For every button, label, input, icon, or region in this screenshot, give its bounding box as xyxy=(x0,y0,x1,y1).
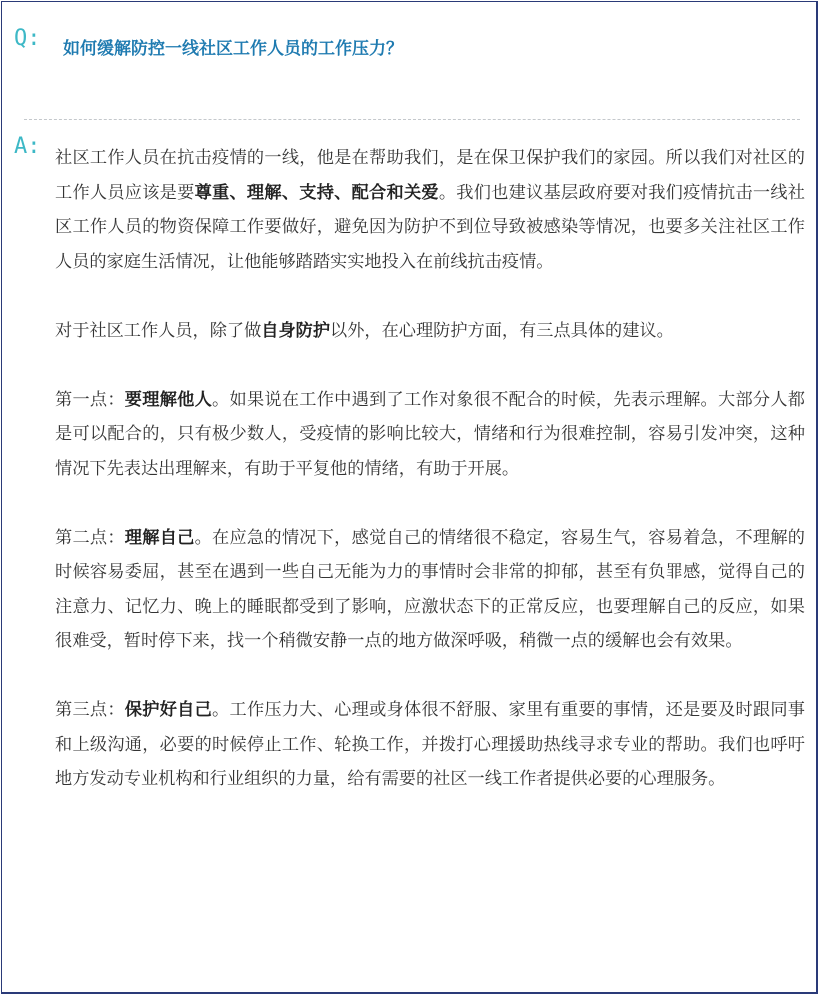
point-label: 第二点： xyxy=(55,527,125,548)
answer-text: 以外，在心理防护方面，有三点具体的建议。 xyxy=(330,320,674,341)
answer-text: 社区工作人员在抗击疫情的一线，他是在帮助我们，是在保卫保护我们的家园。所以我们对社区的工作人员应该是要 xyxy=(55,148,805,203)
dashed-divider xyxy=(24,119,800,120)
answer-emphasis: 自身防护 xyxy=(261,320,331,341)
answer-text: 对于社区工作人员，除了做 xyxy=(55,320,262,341)
answer-paragraph-1 xyxy=(55,141,805,279)
answer-paragraph-3 xyxy=(55,383,805,487)
answer-paragraph-5 xyxy=(55,693,805,797)
question-title: 如何缓解防控一线社区工作人员的工作压力？ xyxy=(63,39,403,59)
answer-emphasis: 保护好自己 xyxy=(124,700,213,720)
answer-text: 。在应急的情况下，感觉自己的情绪很不稳定，容易生气，容易着急，不理解的时候容易委屈，甚至在遇到一些自己无能为力的事情时会非常的抑郁，甚至有负罪感，觉得自己的注意力、记忆力、晚上的睡眠都受到了影响，应激状态下的正常反应，也要理解自己的反应，如果很难受，暂时停下来，找一个稍微安静一点的地方做深呼吸，稍微一点的缓解也会有效果。 xyxy=(55,527,805,651)
answer-emphasis: 理解自己 xyxy=(124,527,195,548)
answer-text: 。我们也建议基层政府要对我们疫情抗击一线社区工作人员的物资保障工作要做好，避免因为防护不到位导致被感染等情况，也要多关注社区工作人员的家庭生活情况，让他能够踏踏实实地投入在前线抗击疫情。 xyxy=(55,182,805,272)
answer-text: 。工作压力大、心理或身体很不舒服、家里有重要的事情，还是要及时跟同事和上级沟通，必要的时候停止工作、轮换工作，并拨打心理援助热线寻求专业的帮助。我们也呼吁地方发动专业机构和行业组织的力量，给有需要的社区一线工作者提供必要的心理服务。 xyxy=(55,700,805,789)
point-label: 第三点： xyxy=(55,700,125,720)
answer-paragraph-2 xyxy=(55,314,805,349)
answer-paragraph-4 xyxy=(55,521,805,659)
qa-card xyxy=(1,1,818,994)
answer-body xyxy=(55,141,805,797)
point-label: 第一点： xyxy=(55,389,125,410)
question-marker: Q: xyxy=(14,26,41,51)
answer-text: 。如果说在工作中遇到了工作对象很不配合的时候，先表示理解。大部分人都是可以配合的，只有极少数人，受疫情的影响比较大，情绪和行为很难控制，容易引发冲突，这种情况下先表达出理解来，有助于平复他的情绪，有助于开展。 xyxy=(55,389,805,479)
answer-emphasis: 尊重、理解、支持、配合和关爱 xyxy=(194,182,439,203)
answer-emphasis: 要理解他人 xyxy=(124,389,213,410)
answer-marker: A: xyxy=(14,134,41,159)
